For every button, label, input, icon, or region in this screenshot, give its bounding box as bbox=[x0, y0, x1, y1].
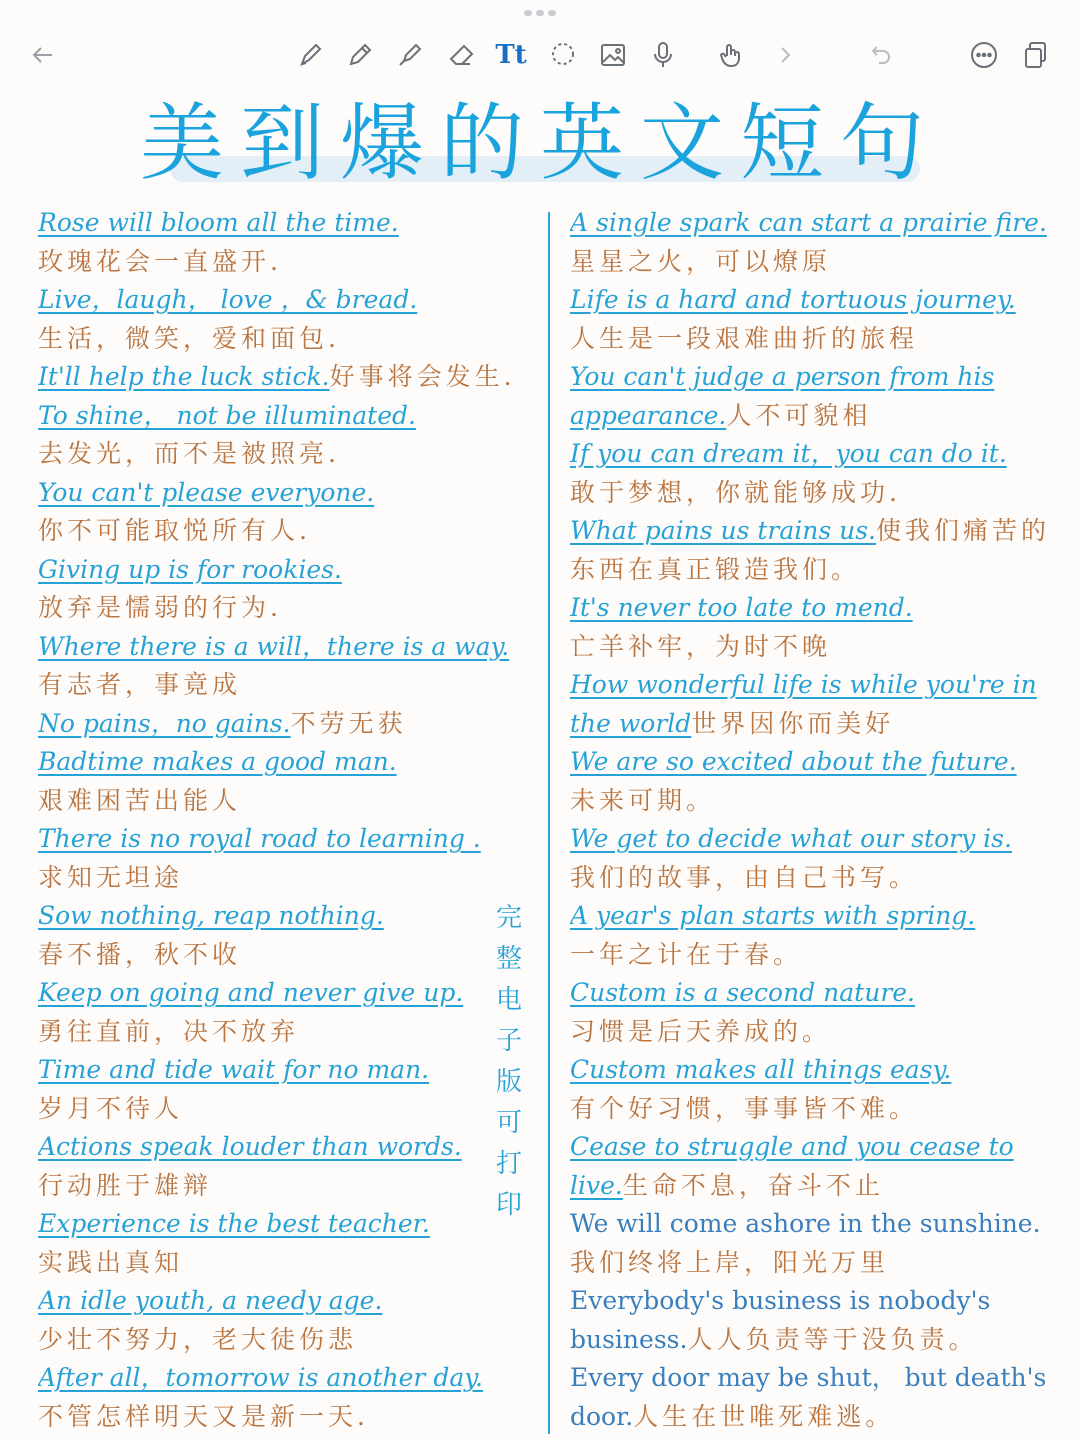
pages-icon[interactable] bbox=[1016, 36, 1054, 74]
text-line bbox=[38, 974, 543, 1013]
undo-icon[interactable] bbox=[860, 36, 898, 74]
eraser-icon[interactable] bbox=[442, 36, 480, 74]
pen-icon[interactable] bbox=[290, 36, 328, 74]
english-phrase: What pains us trains us. bbox=[570, 516, 877, 545]
text-line bbox=[570, 512, 1070, 551]
english-phrase: Cease to struggle and you cease to bbox=[570, 1132, 1014, 1161]
pencil-icon[interactable] bbox=[340, 36, 378, 74]
text-line bbox=[570, 1398, 1070, 1437]
english-phrase: How wonderful life is while you're in bbox=[570, 670, 1037, 699]
english-phrase: appearance. bbox=[570, 400, 727, 430]
text-line bbox=[38, 1167, 543, 1206]
text-line bbox=[38, 1244, 543, 1283]
text-line bbox=[38, 1282, 543, 1321]
text-line bbox=[38, 243, 543, 282]
chinese-translation: 求知无坦途 bbox=[38, 862, 184, 892]
text-line bbox=[38, 820, 543, 859]
english-phrase: We will come ashore in the sunshine. bbox=[570, 1209, 1041, 1238]
text-line bbox=[38, 435, 543, 474]
english-phrase: You can't please everyone. bbox=[38, 477, 375, 507]
chinese-translation: 有志者，事竟成 bbox=[38, 670, 242, 699]
text-line bbox=[570, 743, 1070, 782]
text-line bbox=[38, 1090, 543, 1129]
chinese-translation: 星星之火，可以燎原 bbox=[570, 246, 832, 276]
toolbar bbox=[0, 30, 1080, 80]
chinese-translation: 少壮不努力，老大徒伤悲 bbox=[38, 1324, 358, 1354]
text-line bbox=[570, 1282, 1070, 1321]
chinese-translation: 人生是一段艰难曲折的旅程 bbox=[570, 323, 919, 353]
chinese-translation: 我们的故事，由自己书写。 bbox=[570, 862, 919, 892]
text-line bbox=[570, 782, 1070, 821]
highlighter-icon[interactable] bbox=[390, 36, 428, 74]
text-line bbox=[38, 281, 543, 320]
text-line bbox=[570, 628, 1070, 667]
text-line bbox=[570, 974, 1070, 1013]
chinese-translation: 好事将会发生. bbox=[329, 362, 516, 391]
chinese-translation: 人人负责等于没负责。 bbox=[687, 1324, 978, 1354]
english-phrase: If you can dream it，you can do it. bbox=[570, 439, 1007, 468]
page-title: 美到爆的英文短句 bbox=[139, 94, 940, 192]
english-phrase: Rose will bloom all the time. bbox=[38, 208, 399, 237]
english-phrase: Experience is the best teacher. bbox=[38, 1209, 430, 1238]
english-phrase: Life is a hard and tortuous journey. bbox=[570, 285, 1016, 314]
text-line bbox=[570, 1128, 1070, 1167]
window-grabber[interactable] bbox=[524, 10, 556, 16]
english-phrase: There is no royal road to learning . bbox=[38, 824, 481, 853]
text-line bbox=[570, 1205, 1070, 1244]
chinese-translation: 亡羊补牢，为时不晚 bbox=[570, 631, 832, 661]
english-phrase: Sow nothing, reap nothing. bbox=[38, 901, 384, 930]
chinese-translation: 人生在世唯死难逃。 bbox=[633, 1401, 895, 1431]
english-phrase: Live，laugh， love ，& bread. bbox=[38, 285, 418, 314]
text-line bbox=[570, 204, 1070, 243]
chinese-translation: 有个好习惯，事事皆不难。 bbox=[570, 1093, 919, 1123]
text-line bbox=[570, 551, 1070, 590]
text-line bbox=[38, 1051, 543, 1090]
text-line bbox=[38, 1398, 543, 1437]
english-phrase: We get to decide what our story is. bbox=[570, 824, 1012, 853]
chinese-translation: 东西在真正锻造我们。 bbox=[570, 554, 861, 584]
text-line bbox=[38, 859, 543, 898]
text-line bbox=[570, 397, 1070, 436]
english-phrase: the world bbox=[570, 708, 692, 738]
chinese-translation: 我们终将上岸，阳光万里 bbox=[570, 1247, 890, 1277]
english-phrase: live. bbox=[570, 1170, 623, 1200]
text-line bbox=[38, 1128, 543, 1167]
chinese-translation: 世界因你而美好 bbox=[691, 708, 895, 738]
chinese-translation: 生活，微笑，爱和面包. bbox=[38, 323, 340, 353]
english-phrase: business. bbox=[570, 1324, 688, 1354]
text-line bbox=[38, 666, 543, 705]
text-line bbox=[570, 1167, 1070, 1206]
english-phrase: Time and tide wait for no man. bbox=[38, 1055, 430, 1084]
text-line bbox=[38, 628, 543, 667]
text-line bbox=[570, 320, 1070, 359]
english-phrase: door. bbox=[570, 1401, 634, 1431]
text-line bbox=[570, 1359, 1070, 1398]
chinese-translation: 勇往直前，决不放弃 bbox=[38, 1016, 300, 1046]
english-phrase: No pains，no gains. bbox=[38, 708, 291, 738]
english-phrase: To shine， not be illuminated. bbox=[38, 400, 416, 430]
microphone-icon[interactable] bbox=[644, 36, 682, 74]
chinese-translation: 生命不息，奋斗不止 bbox=[622, 1170, 884, 1200]
text-line bbox=[570, 243, 1070, 282]
english-phrase: Everybody's business is nobody's bbox=[570, 1286, 991, 1315]
text-line bbox=[570, 820, 1070, 859]
text-line bbox=[570, 435, 1070, 474]
chinese-translation: 行动胜于雄辩 bbox=[38, 1170, 213, 1200]
chinese-translation: 敢于梦想，你就能够成功. bbox=[570, 477, 901, 507]
chinese-translation: 未来可期。 bbox=[570, 785, 716, 815]
text-line bbox=[38, 1205, 543, 1244]
title-area bbox=[0, 88, 1080, 198]
column-divider bbox=[548, 212, 550, 1434]
text-line bbox=[38, 743, 543, 782]
english-phrase: Actions speak louder than words. bbox=[38, 1132, 462, 1161]
english-phrase: A year's plan starts with spring. bbox=[570, 901, 976, 930]
english-phrase: Keep on going and never give up. bbox=[38, 978, 464, 1007]
text-line bbox=[38, 358, 543, 397]
english-phrase: An idle youth, a needy age. bbox=[38, 1286, 383, 1315]
chinese-translation: 不劳无获 bbox=[290, 708, 407, 738]
text-line bbox=[38, 705, 543, 744]
text-line bbox=[570, 589, 1070, 628]
image-icon[interactable] bbox=[594, 36, 632, 74]
text-line bbox=[570, 474, 1070, 513]
english-phrase: We are so excited about the future. bbox=[570, 747, 1017, 776]
text-line bbox=[38, 936, 543, 975]
text-line bbox=[570, 1013, 1070, 1052]
text-line bbox=[570, 859, 1070, 898]
text-tool-icon[interactable]: Tt bbox=[495, 40, 527, 70]
back-arrow-icon[interactable] bbox=[24, 36, 62, 74]
text-line bbox=[570, 897, 1070, 936]
text-line bbox=[570, 358, 1070, 397]
text-line bbox=[38, 1359, 543, 1398]
text-line bbox=[570, 1244, 1070, 1283]
chevron-right-icon[interactable] bbox=[766, 36, 804, 74]
text-line bbox=[570, 1090, 1070, 1129]
chinese-translation: 放弃是懦弱的行为. bbox=[38, 593, 282, 622]
chinese-translation: 玫瑰花会一直盛开. bbox=[38, 246, 282, 276]
english-phrase: Custom is a second nature. bbox=[570, 978, 916, 1007]
text-line bbox=[38, 1321, 543, 1360]
chinese-translation: 实践出真知 bbox=[38, 1247, 184, 1277]
chinese-translation: 去发光，而不是被照亮. bbox=[38, 439, 340, 468]
english-phrase: Badtime makes a good man. bbox=[38, 747, 397, 776]
text-line bbox=[570, 705, 1070, 744]
text-line bbox=[38, 204, 543, 243]
more-icon[interactable] bbox=[965, 36, 1003, 74]
chinese-translation: 春不播，秋不收 bbox=[38, 939, 242, 969]
text-line bbox=[38, 551, 543, 590]
chinese-translation: 一年之计在于春。 bbox=[570, 939, 803, 969]
english-phrase: Where there is a will，there is a way. bbox=[38, 631, 510, 661]
text-line bbox=[38, 1013, 543, 1052]
text-line bbox=[38, 474, 543, 513]
text-line bbox=[38, 589, 543, 628]
chinese-translation: 你不可能取悦所有人. bbox=[38, 516, 311, 545]
chinese-translation: 艰难困苦出能人 bbox=[38, 785, 242, 815]
text-line bbox=[38, 512, 543, 551]
left-column bbox=[38, 204, 543, 1436]
text-line bbox=[38, 397, 543, 436]
text-line bbox=[38, 782, 543, 821]
english-phrase: Custom makes all things easy. bbox=[570, 1055, 952, 1084]
text-line bbox=[570, 1321, 1070, 1360]
text-line bbox=[570, 281, 1070, 320]
chinese-translation: 使我们痛苦的 bbox=[876, 516, 1051, 545]
right-column bbox=[570, 204, 1070, 1436]
english-phrase: You can't judge a person from his bbox=[570, 362, 995, 391]
text-line bbox=[570, 936, 1070, 975]
english-phrase: After all，tomorrow is another day. bbox=[38, 1363, 483, 1392]
vertical-note: 完整电子版可打印 bbox=[495, 903, 522, 1220]
english-phrase: It'll help the luck stick. bbox=[38, 362, 330, 391]
english-phrase: It's never too late to mend. bbox=[570, 593, 913, 622]
chinese-translation: 不管怎样明天又是新一天. bbox=[38, 1401, 369, 1431]
text-line bbox=[38, 320, 543, 359]
lasso-icon[interactable] bbox=[544, 36, 582, 74]
chinese-translation: 岁月不待人 bbox=[38, 1093, 184, 1123]
english-phrase: Every door may be shut， but death's bbox=[570, 1363, 1047, 1392]
chinese-translation: 习惯是后天养成的。 bbox=[570, 1016, 832, 1046]
text-line bbox=[570, 1051, 1070, 1090]
finger-draw-icon[interactable] bbox=[712, 36, 750, 74]
text-line bbox=[570, 666, 1070, 705]
chinese-translation: 人不可貌相 bbox=[726, 400, 872, 430]
english-phrase: A single spark can start a prairie fire. bbox=[570, 208, 1047, 237]
text-line bbox=[38, 897, 543, 936]
english-phrase: Giving up is for rookies. bbox=[38, 554, 342, 584]
